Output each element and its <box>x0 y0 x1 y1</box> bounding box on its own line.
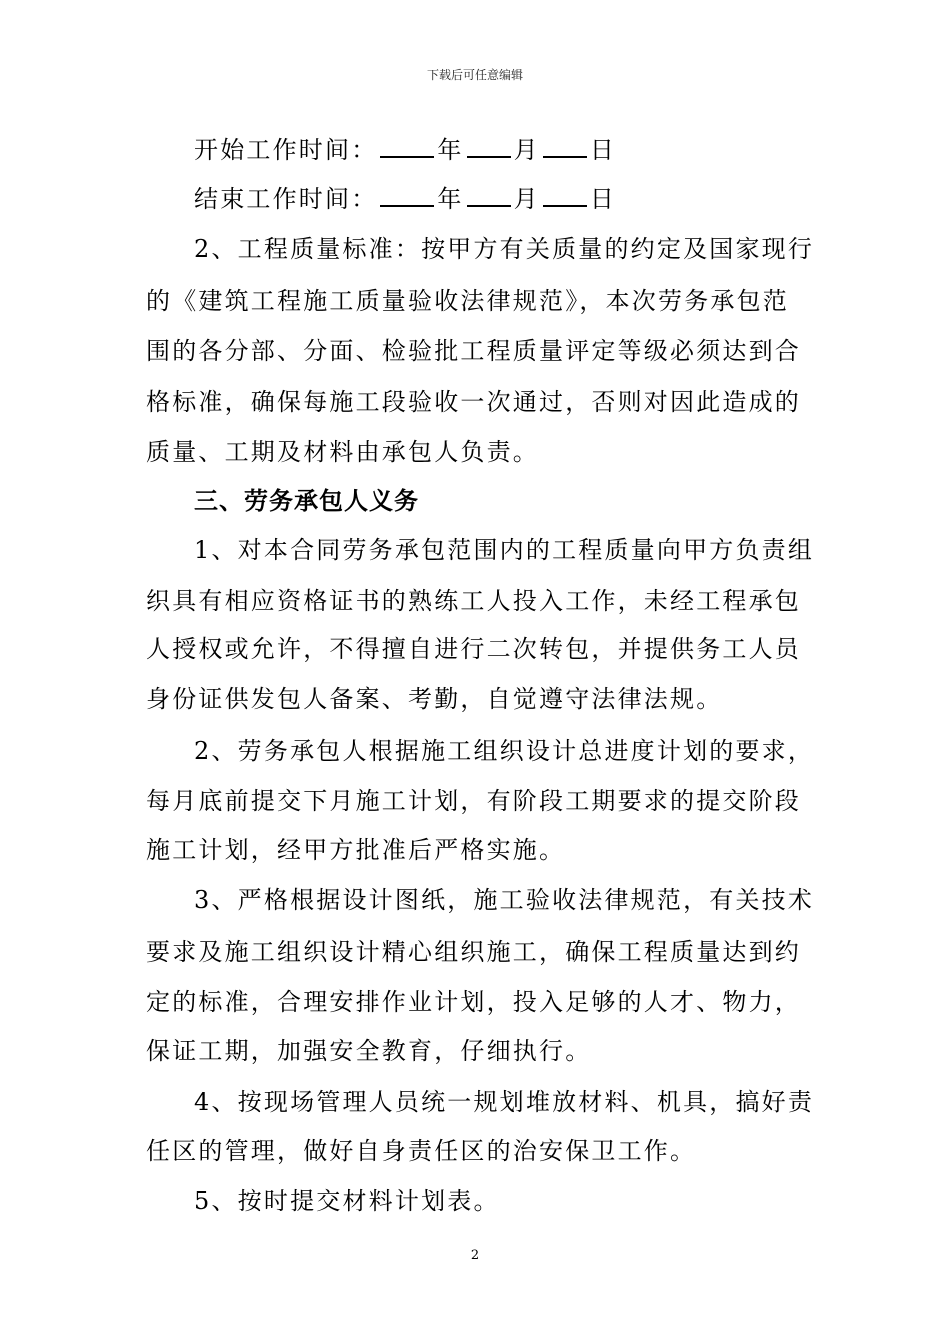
paragraph-line: 围的各分部、分面、检验批工程质量评定等级必须达到合 <box>146 337 801 365</box>
start-date-line <box>194 134 854 165</box>
paragraph-line: 任区的管理，做好自身责任区的治安保卫工作。 <box>146 1137 697 1165</box>
paragraph-line: 施工计划，经甲方批准后严格实施。 <box>146 836 566 864</box>
end-day-blank[interactable] <box>543 183 587 207</box>
paragraph-line: 5、按时提交材料计划表。 <box>194 1187 500 1215</box>
start-month-blank[interactable] <box>467 134 511 158</box>
start-date-label: 开始工作时间： <box>194 136 378 164</box>
paragraph-line: 保证工期，加强安全教育，仔细执行。 <box>146 1037 592 1065</box>
year-label: 年 <box>437 136 464 164</box>
day-label: 日 <box>589 185 617 213</box>
paragraph-line: 身份证供发包人备案、考勤，自觉遵守法律法规。 <box>146 685 723 713</box>
paragraph-line: 格标准，确保每施工段验收一次通过，否则对因此造成的 <box>146 388 801 416</box>
start-day-blank[interactable] <box>543 134 587 158</box>
paragraph-line: 2、劳务承包人根据施工组织设计总进度计划的要求， <box>194 737 815 765</box>
start-year-blank[interactable] <box>380 134 434 158</box>
paragraph-line: 4、按现场管理人员统一规划堆放材料、机具，搞好责 <box>194 1088 815 1116</box>
end-date-label: 结束工作时间： <box>194 185 378 213</box>
month-label: 月 <box>513 136 540 164</box>
end-month-blank[interactable] <box>467 183 511 207</box>
end-year-blank[interactable] <box>380 183 434 207</box>
section-heading: 三、劳务承包人义务 <box>194 487 419 515</box>
paragraph-line: 织具有相应资格证书的熟练工人投入工作，未经工程承包 <box>146 587 801 615</box>
year-label: 年 <box>437 185 464 213</box>
paragraph-line: 人授权或允许，不得擅自进行二次转包，并提供务工人员 <box>146 635 801 663</box>
month-label: 月 <box>513 185 540 213</box>
paragraph-line: 1、对本合同劳务承包范围内的工程质量向甲方负责组 <box>194 536 815 564</box>
paragraph-line: 要求及施工组织设计精心组织施工，确保工程质量达到约 <box>146 938 801 966</box>
paragraph-line: 2、工程质量标准：按甲方有关质量的约定及国家现行 <box>194 235 815 263</box>
day-label: 日 <box>589 136 617 164</box>
paragraph-line: 3、严格根据设计图纸，施工验收法律规范，有关技术 <box>194 886 815 914</box>
page-number: 2 <box>470 1248 480 1263</box>
paragraph-line: 每月底前提交下月施工计划，有阶段工期要求的提交阶段 <box>146 787 801 815</box>
paragraph-line: 的《建筑工程施工质量验收法律规范》，本次劳务承包范 <box>146 287 789 315</box>
paragraph-line: 定的标准，合理安排作业计划，投入足够的人才、物力， <box>146 988 801 1016</box>
paragraph-line: 质量、工期及材料由承包人负责。 <box>146 438 539 466</box>
page-header: 下载后可任意编辑 <box>426 68 523 82</box>
end-date-line <box>194 183 854 214</box>
